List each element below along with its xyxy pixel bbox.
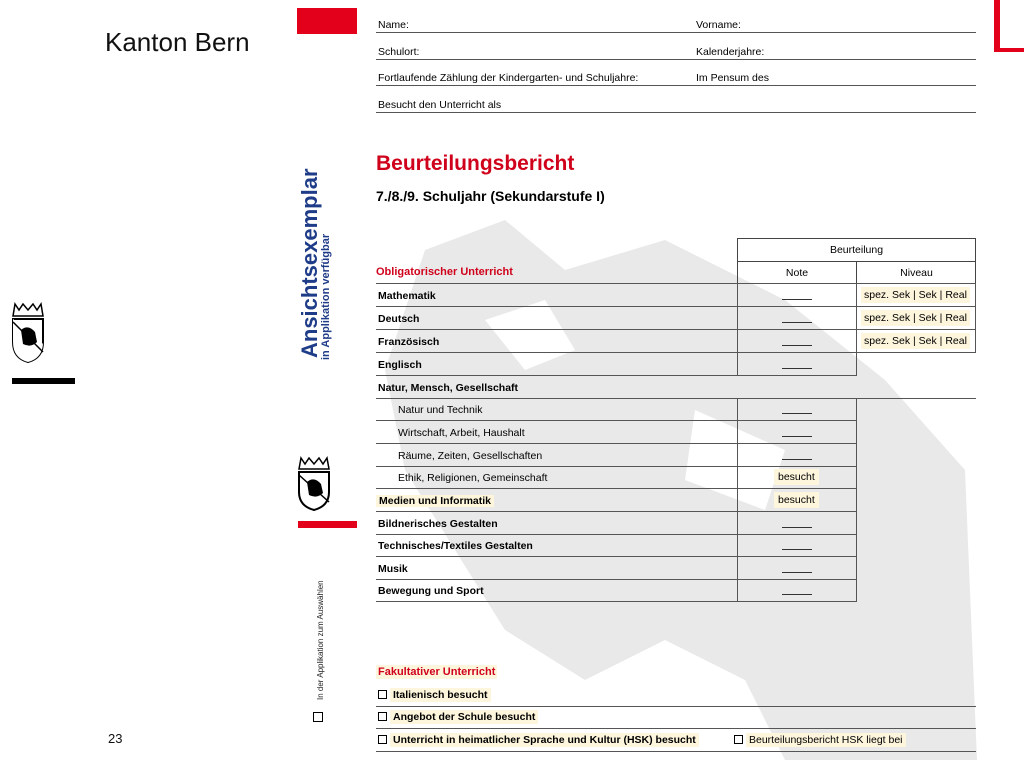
note-cell[interactable] bbox=[737, 444, 857, 467]
note-blank-line bbox=[782, 572, 812, 573]
note-blank-line bbox=[782, 436, 812, 437]
optional-row bbox=[376, 685, 976, 707]
note-cell[interactable] bbox=[737, 284, 857, 307]
bern-crest-icon bbox=[9, 302, 47, 364]
subject-label: Technisches/Textiles Gestalten bbox=[378, 540, 533, 552]
subject-label: Deutsch bbox=[378, 313, 420, 325]
subject-label: Musik bbox=[378, 563, 408, 575]
corner-brand-mark bbox=[994, 0, 1024, 52]
note-blank-line bbox=[782, 527, 812, 528]
note-cell[interactable] bbox=[737, 466, 857, 489]
note-cell[interactable] bbox=[737, 489, 857, 512]
bern-crest-small-icon bbox=[296, 456, 332, 512]
subject-label: Räume, Zeiten, Gesellschaften bbox=[398, 450, 543, 462]
header-label: Fortlaufende Zählung der Kindergarten- und Schuljahre: bbox=[378, 72, 639, 84]
note-cell[interactable] bbox=[737, 330, 857, 353]
subject-label: Bildnerisches Gestalten bbox=[378, 518, 498, 530]
subject-label: Wirtschaft, Arbeit, Haushalt bbox=[398, 427, 525, 439]
optional-label: Italienisch besucht bbox=[390, 688, 491, 702]
hsk-attached-checkbox[interactable] bbox=[734, 735, 743, 744]
optional-label: Angebot der Schule besucht bbox=[390, 710, 538, 724]
subject-group-label: Natur, Mensch, Gesellschaft bbox=[378, 382, 519, 394]
optional-checkbox[interactable] bbox=[378, 690, 387, 699]
header-row bbox=[376, 34, 976, 60]
subject-label: Mathematik bbox=[378, 290, 436, 302]
niveau-options[interactable]: spez. Sek | Sek | Real bbox=[861, 333, 970, 349]
niveau-options[interactable]: spez. Sek | Sek | Real bbox=[861, 310, 970, 326]
table-row bbox=[376, 308, 976, 330]
note-cell[interactable] bbox=[737, 421, 857, 444]
subject-label: Medien und Informatik bbox=[376, 495, 494, 507]
note-cell[interactable] bbox=[737, 557, 857, 580]
table-row bbox=[376, 535, 857, 557]
header-niveau: Niveau bbox=[900, 267, 933, 279]
optional-checkbox[interactable] bbox=[378, 735, 387, 744]
note-blank-line bbox=[782, 459, 812, 460]
optional-checkbox[interactable] bbox=[378, 712, 387, 721]
note-cell[interactable] bbox=[737, 579, 857, 602]
subject-label: Natur und Technik bbox=[398, 404, 483, 416]
note-cell[interactable] bbox=[737, 353, 857, 376]
niveau-cell[interactable] bbox=[857, 307, 976, 330]
document-title: Beurteilungsbericht bbox=[376, 152, 575, 175]
table-row bbox=[376, 285, 976, 307]
subject-label: Bewegung und Sport bbox=[378, 585, 484, 597]
header-row bbox=[376, 7, 976, 33]
header-label: Kalenderjahre: bbox=[696, 46, 765, 58]
section-optional: Fakultativer Unterricht bbox=[378, 666, 496, 678]
niveau-cell[interactable] bbox=[857, 330, 976, 353]
header-label: Im Pensum des bbox=[696, 72, 769, 84]
table-row bbox=[376, 513, 857, 535]
slide-title: Kanton Bern bbox=[105, 27, 250, 57]
note-cell[interactable] bbox=[737, 398, 857, 421]
table-row-group bbox=[376, 377, 976, 399]
header-label: Besucht den Unterricht als bbox=[378, 99, 502, 111]
optional-label: Unterricht in heimatlicher Sprache und Kultur (HSK) besucht bbox=[390, 733, 699, 747]
table-row bbox=[376, 354, 857, 376]
optional-row bbox=[376, 707, 976, 729]
table-row bbox=[376, 558, 857, 580]
table-row bbox=[376, 467, 857, 489]
header-beurteilung: Beurteilung bbox=[738, 239, 975, 262]
section-obligatory: Obligatorischer Unterricht bbox=[376, 266, 513, 278]
header-label: Vorname: bbox=[696, 19, 741, 31]
note-blank-line bbox=[782, 549, 812, 550]
header-row bbox=[376, 60, 976, 86]
table-row bbox=[376, 490, 857, 512]
table-row bbox=[376, 399, 857, 421]
note-blank-line bbox=[782, 413, 812, 414]
black-divider bbox=[12, 378, 75, 384]
table-row bbox=[376, 445, 857, 467]
subject-label: Französisch bbox=[378, 336, 440, 348]
note-blank-line bbox=[782, 299, 812, 300]
table-row bbox=[376, 580, 857, 602]
note-cell[interactable] bbox=[737, 512, 857, 535]
note-besucht[interactable]: besucht bbox=[774, 469, 819, 485]
document-subtitle: 7./8./9. Schuljahr (Sekundarstufe I) bbox=[376, 188, 605, 204]
header-label: Schulort: bbox=[378, 46, 420, 58]
note-blank-line bbox=[782, 368, 812, 369]
hint-checkbox[interactable] bbox=[313, 712, 323, 722]
subject-label: Englisch bbox=[378, 359, 422, 371]
vertical-stamp-title: Ansichtsexemplar bbox=[297, 168, 322, 358]
header-note: Note bbox=[738, 262, 857, 285]
note-blank-line bbox=[782, 594, 812, 595]
header-row bbox=[376, 87, 976, 113]
optional-row bbox=[376, 730, 976, 752]
note-cell[interactable] bbox=[737, 534, 857, 557]
report-form bbox=[376, 0, 976, 768]
red-header-block bbox=[297, 8, 357, 34]
table-row bbox=[376, 331, 976, 353]
niveau-options[interactable]: spez. Sek | Sek | Real bbox=[861, 287, 970, 303]
note-cell[interactable] bbox=[737, 307, 857, 330]
niveau-cell[interactable] bbox=[857, 284, 976, 307]
page-number: 23 bbox=[108, 731, 123, 746]
note-besucht[interactable]: besucht bbox=[774, 492, 819, 508]
vertical-hint-text: In der Applikation zum Auswählen bbox=[316, 580, 325, 700]
section-row-divider bbox=[376, 262, 976, 284]
header-label: Name: bbox=[378, 19, 409, 31]
note-blank-line bbox=[782, 345, 812, 346]
red-accent-bar bbox=[298, 521, 357, 528]
subject-label: Ethik, Religionen, Gemeinschaft bbox=[398, 472, 548, 484]
hsk-attached-label: Beurteilungsbericht HSK liegt bei bbox=[746, 733, 906, 747]
note-blank-line bbox=[782, 322, 812, 323]
vertical-stamp-subtitle: in Applikation verfügbar bbox=[320, 233, 332, 360]
table-row bbox=[376, 422, 857, 444]
